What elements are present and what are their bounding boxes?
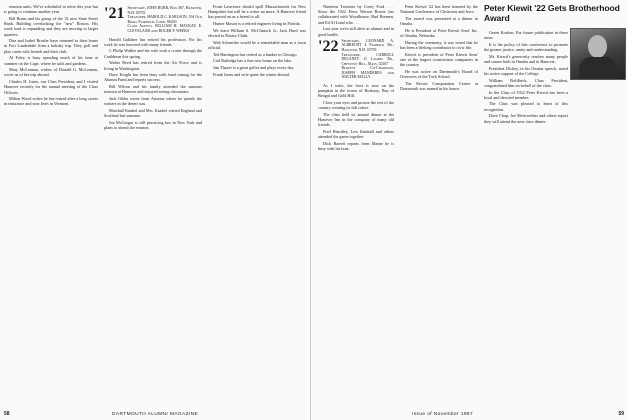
left-col1-paragraph: Charles H. Jones, our Class President, and I visited Hanover recently for the annual meeting of the Class Officers. [4, 79, 98, 95]
right-col3-paragraph: Dave Chap, Joe Merriwether and others report they will attend the next class dinner. [484, 113, 568, 124]
class-treasurer: Treasurer, CARROLL DELANEY 11 Laurel Rd., Chestnut Hill, Mass. 02167 [341, 52, 394, 66]
class-treasurer: Treasurer, HAROLD C. KARLSON, 194 Old Road, Fairfield, Conn. 06430 [127, 15, 202, 24]
left-col1-paragraph: Milton Wood writes he has retired after a long career in insurance and now lives in Vermont. [4, 96, 98, 107]
left-col1-paragraph: Don and Isabel Brusler have returned to their home in Fort Lauderdale from a holiday trip. They golf and play cards with friends and their club. [4, 38, 98, 54]
class-number: '22 [318, 37, 339, 55]
footer-left: DARTMOUTH ALUMNI MAGAZINE [112, 412, 199, 417]
right-col1-bottom-paragraph: As I write, the frost is now on the pumpkin in the towns of Roxbury, Bay of Bengal and Gold Hill. [318, 83, 394, 99]
right-col3-paragraph: In the Class of 1922 Peter Kiewit has been a loyal and devoted member. [484, 89, 568, 100]
class-header-22 [318, 39, 394, 80]
right-col1-top-paragraph: Last year we're still alive as alumni and in good health. [318, 26, 394, 37]
portrait-body [579, 57, 617, 79]
left-col3-paragraph: Ted Harrington has retired as a banker in Chicago. [213, 51, 298, 57]
left-col2-paragraph: Harold Gallaher has retired his profession. For his work he was honored with many friends. [104, 36, 202, 47]
left-column-3 [208, 4, 306, 404]
right-column-1-bottom [318, 83, 394, 151]
right-column-1-top [318, 4, 394, 37]
class-agent: Bequest Co-Chairman, JOSEPH MANDERES and WALTER MALLY [341, 66, 394, 80]
class-secretary: Secretary, LEONARD A. ALBRECHT 4 Paddock Rd., Hanover, N.H. 03755 [341, 38, 394, 52]
left-col2-paragraph: Jack Gibbs wrote from Arizona where he spends the winters in the desert sun. [104, 96, 202, 107]
right-col3-paragraph: Mr. Kiewit's generosity reaches many people and causes both in Omaha and in Hanover. [484, 53, 568, 65]
right-col3-paragraph: Green Kosken. For future publication in these areas. [484, 30, 568, 41]
article-headline: Peter Kiewit '22 Gets Brotherhood Award [484, 3, 620, 23]
left-col1-paragraph: reunion units. We've scheduled to retire this year but is going to continue another year. [4, 4, 98, 15]
portrait-head [588, 35, 607, 58]
left-column-2 [104, 4, 202, 404]
right-col3-paragraph: It is the policy of this conference to promote the greater justice, amity and understanding. [484, 41, 568, 53]
page-number-right: 59 [618, 411, 624, 417]
right-col2-bottom-paragraph: Kiewit is president of Peter Kiewit Sons' one of the largest construction companies in the country. [400, 51, 478, 68]
right-column-1 [318, 4, 394, 404]
left-column-1 [4, 4, 98, 404]
right-col3-paragraph: The Class was pleased to learn of this recognition. [484, 101, 568, 112]
class-number: '21 [104, 5, 125, 22]
right-col2-top-paragraph: The award was presented at a dinner in Omaha. [400, 15, 478, 27]
right-col2-bottom-paragraph: He was active on Dartmouth's Board of Overseers of the Tuck School. [400, 68, 478, 79]
right-col1-bottom-paragraph: The class held its annual dinner at the Hanover Inn in the company of many old friends. [318, 112, 394, 128]
right-column-2-bottom [400, 40, 478, 91]
right-column-4 [574, 82, 624, 404]
left-col2-paragraph: J. Philip Walker and his wife took a cruise through the Caribbean this spring. [104, 48, 202, 59]
right-column-2 [400, 4, 478, 404]
left-col3-paragraph: Walt Schneider would be a remarkable man as a town official. [208, 39, 306, 50]
left-col3-paragraph: Frank Jones and wife spent the winter abroad. [213, 71, 290, 77]
page-number-left: 58 [4, 411, 10, 417]
left-col3-paragraph: Carl Rutledge has a fine new home on the lake. [213, 58, 293, 64]
right-col1-top-paragraph: Nineteen Twenties by Corey Ford . . . Since the 1922 Press Warren Bower has collaborated with Woodhouse, Bud Bremen, and Ed Al Lund who . . . [318, 4, 394, 25]
left-col1-paragraph: Bill Bruns and his group of the '21 new State Street Bank. Building overlooking the "new" Boston. His work load is expanding and they are moving to larger quarters. [4, 15, 98, 37]
right-col3-paragraph: William Fieldbeck, Class President, congratulated him on behalf of the class. [484, 77, 568, 88]
right-col2-top-paragraph: He is President of Peter Kiewit Sons' Inc. of Omaha, Nebraska. [400, 27, 478, 39]
left-col2-paragraph: Dave Knight has been busy with fund raising for the Alumni Fund and reports success. [104, 72, 202, 83]
right-col2-top-paragraph: Peter Kiewit '22 has been honored by the National Conference of Christians and Jews. [400, 4, 478, 15]
left-col3-paragraph: Hunter Mason is a retired engineer living in Florida. [213, 21, 301, 27]
footer-right: Issue of November 1967 [412, 412, 474, 417]
left-col1-paragraph: Al Foley is busy spending much of his time at summer on the Cape, where he sails and gardens. [4, 55, 98, 66]
left-col3-paragraph: Jim Thayer is a great golfer and plays every day. [213, 65, 295, 71]
left-col3-paragraph: From Lawrence should spell Massachusetts for New Hampshire but will be a writer no more. A Hanover friend has passed on as a friend to all. [208, 4, 306, 20]
right-col2-bottom-paragraph: During the ceremony, it was noted that he has been a lifelong contributor to civic life. [400, 39, 478, 50]
left-col2-paragraph: Joe McGregor is still practicing law in New York and plans to attend the reunion. [104, 119, 202, 131]
right-col3-paragraph: President Dickey, in his Omaha speech, noted his active support of the College. [484, 65, 568, 76]
right-column-2-top [400, 4, 478, 38]
right-col1-bottom-paragraph: Close your eyes and picture the rest of the country wearing its fall colors. [318, 100, 394, 111]
class-header-21 [104, 6, 202, 34]
portrait-photo [570, 28, 626, 80]
right-column-3 [484, 30, 568, 404]
left-col1-paragraph: Mary McLennan, widow of Donald G. McLennan, wrote us of her trip abroad. [4, 67, 98, 78]
right-col2-bottom-paragraph: The Kiewit Computation Center at Dartmouth was named in his honor. [400, 80, 478, 91]
left-column-2-body [104, 37, 202, 131]
left-col2-paragraph: Bill Wilson and his family attended the summer reunion at Hanover and enjoyed seeing classmates. [104, 84, 202, 95]
left-col3-paragraph: We learn William S. McClintock Jr., Jack Hurd was elected to Rotary Clubs. [208, 27, 306, 39]
class-agents: Class Agents, WILLIAM H. MACKAY, E. CLEVELAND and ROGER F. WEEKS [127, 24, 202, 33]
left-col2-paragraph: Walter Reed has retired from the Air Force and is living in Washington. [104, 60, 202, 71]
class-secretary: Secretary, JOHN BURR, Box 367, Hanover, N.H. 03755 [127, 6, 202, 15]
left-col2-paragraph: Marshall Kunkel and Mrs. Kunkel visited England and Scotland last summer. [104, 108, 202, 119]
left-page [0, 0, 311, 420]
right-page [316, 0, 628, 420]
right-col1-bottom-paragraph: Dick Barrett reports from Maine he is busy with his boat. [318, 141, 394, 152]
right-col1-bottom-paragraph: Fred Hinchley, Lew Kimball and others attended the game together. [318, 129, 394, 140]
